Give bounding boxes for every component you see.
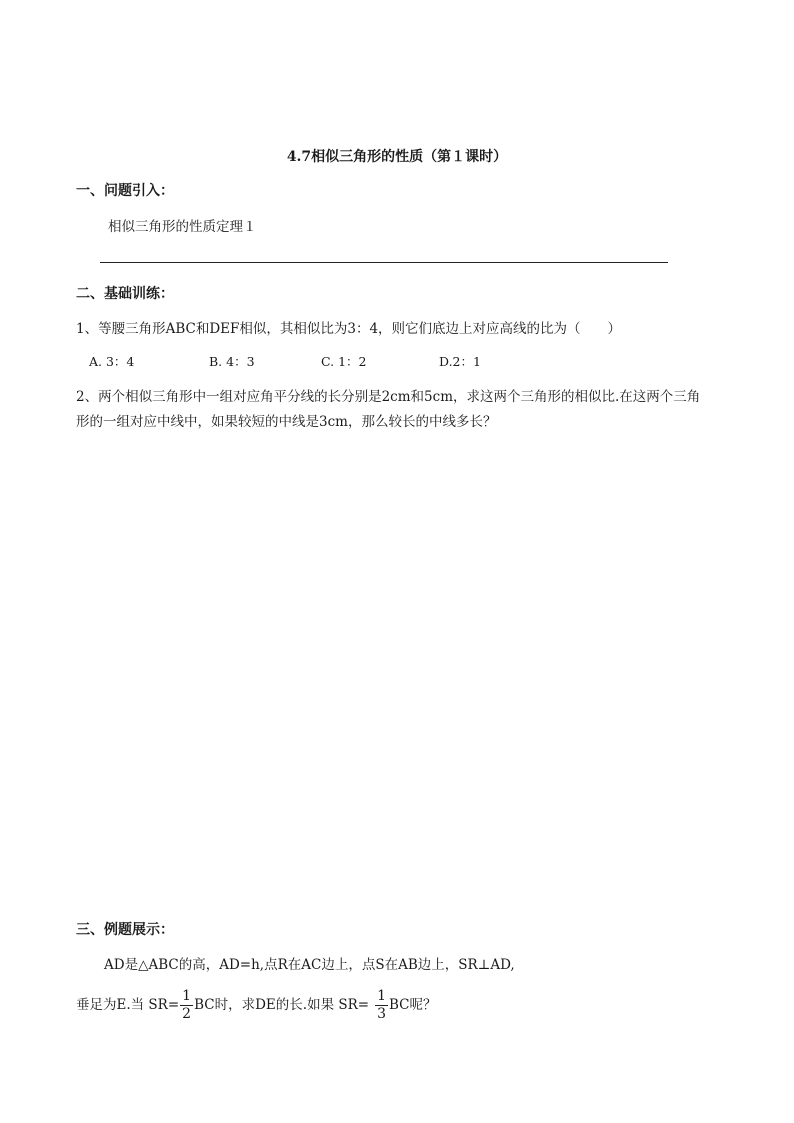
theorem-text: 相似三角形的性质定理１ — [108, 219, 257, 235]
section-heading-intro: 一、问题引入： — [76, 183, 174, 199]
section-heading-basic: 二、基础训练： — [76, 286, 174, 302]
example-line-2 — [76, 988, 437, 1023]
answer-blank-line — [100, 262, 668, 263]
fraction-numerator: 1 — [377, 988, 387, 1004]
fraction-one-half — [180, 988, 193, 1023]
example-line-2-part-c: BC呢？ — [389, 997, 437, 1013]
fraction-denominator: 3 — [377, 1006, 387, 1022]
question-1: 1、等腰三角形ABC和DEF相似，其相似比为3：4，则它们底边上对应高线的比为（ ） — [76, 321, 622, 337]
question-2-line-2: 形的一组对应中线中，如果较短的中线是3cm，那么较长的中线多长？ — [76, 414, 497, 430]
option-b: B. 4：3 — [209, 354, 255, 369]
option-a: A. 3：4 — [89, 354, 135, 369]
example-line-2-part-b: BC时，求DE的长.如果 SR= — [194, 997, 370, 1013]
page-title: 4.7相似三角形的性质（第１课时） — [286, 149, 508, 165]
question-1-options — [89, 352, 481, 370]
example-line-2-part-a: 垂足为E.当 SR= — [76, 997, 180, 1013]
example-line-1: AD是△ABC的高，AD=h,点R在AC边上，点S在AB边上，SR⊥AD, — [104, 957, 515, 973]
option-d: D.2：1 — [439, 354, 481, 369]
section-heading-example: 三、例题展示： — [76, 922, 174, 938]
fraction-numerator: 1 — [182, 988, 192, 1004]
fraction-one-third — [375, 988, 388, 1023]
option-c: C. 1：2 — [321, 354, 367, 369]
question-2-line-1: 2、两个相似三角形中一组对应角平分线的长分别是2cm和5cm，求这两个三角形的相似比.在这两个三角 — [76, 389, 701, 405]
fraction-denominator: 2 — [182, 1006, 192, 1022]
